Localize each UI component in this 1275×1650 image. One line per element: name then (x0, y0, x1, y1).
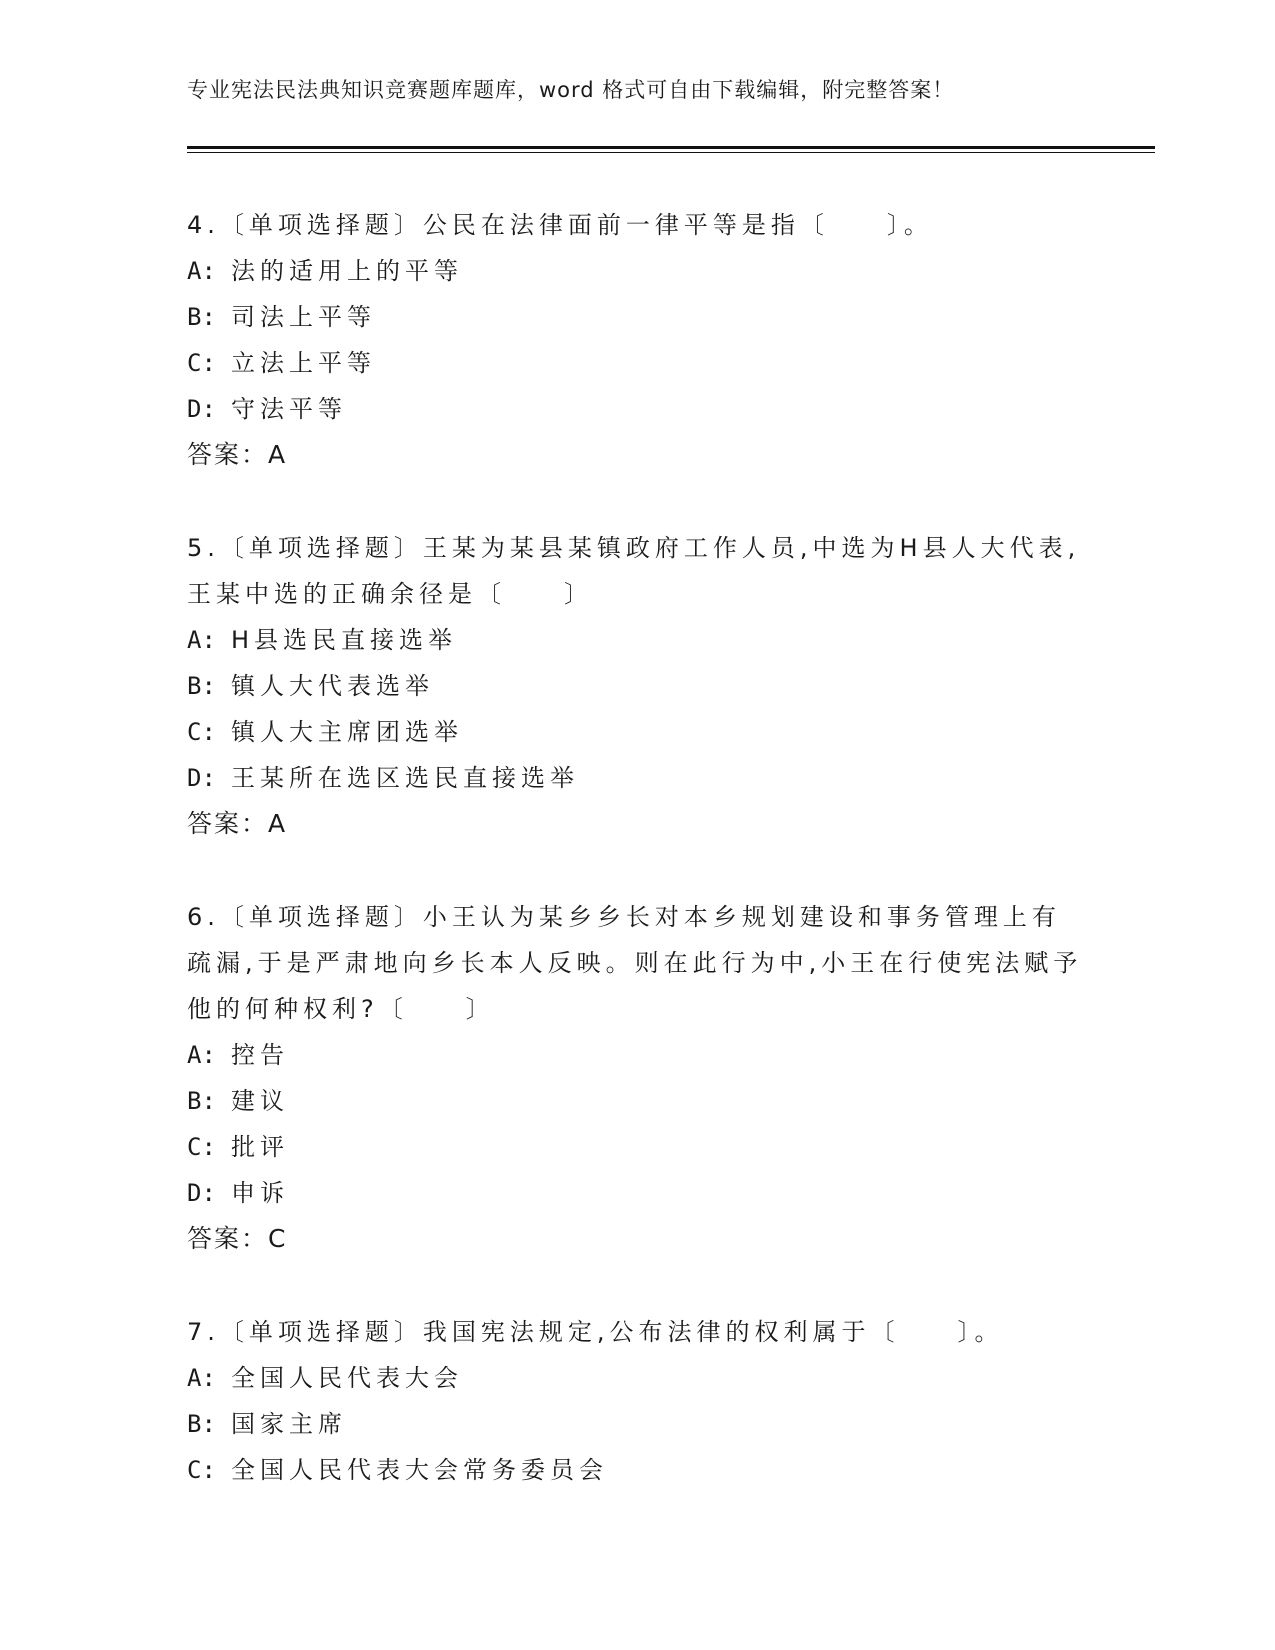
option-c (187, 709, 1087, 755)
option-text: 控告 (231, 1041, 289, 1069)
answer-label: 答案： (187, 809, 269, 838)
answer-line (187, 801, 1087, 847)
option-text: 王某所在选区选民直接选举 (231, 764, 579, 792)
page-header: 专业宪法民法典知识竞赛题库题库，word 格式可自由下载编辑，附完整答案！ (187, 78, 955, 102)
option-text: 申诉 (231, 1179, 289, 1207)
option-text: 法的适用上的平等 (231, 257, 463, 285)
question-stem: 5.〔单项选择题〕王某为某县某镇政府工作人员,中选为H县人大代表,王某中选的正确余径是〔 〕 (187, 534, 1081, 608)
question-stem: 7.〔单项选择题〕我国宪法规定,公布法律的权利属于〔 〕。 (187, 1318, 1004, 1346)
option-letter: A: (187, 626, 216, 654)
option-letter: A: (187, 1364, 216, 1392)
answer-label: 答案： (187, 1224, 269, 1253)
question-stem: 6.〔单项选择题〕小王认为某乡乡长对本乡规划建设和事务管理上有疏漏,于是严肃地向乡长本人反映。则在此行为中,小王在行使宪法赋予他的何种权利?〔 〕 (187, 903, 1083, 1023)
answer-line (187, 432, 1087, 478)
answer-value: A (268, 440, 286, 469)
option-a (187, 1032, 1087, 1078)
option-b (187, 1401, 1087, 1447)
option-c (187, 1447, 1087, 1493)
option-letter: B: (187, 1087, 216, 1115)
answer-line (187, 1216, 1087, 1262)
answer-value: C (268, 1224, 286, 1253)
option-letter: C: (187, 718, 216, 746)
option-text: 全国人民代表大会常务委员会 (231, 1456, 608, 1484)
option-b (187, 1078, 1087, 1124)
option-d (187, 386, 1087, 432)
question-stem: 4.〔单项选择题〕公民在法律面前一律平等是指〔 〕。 (187, 211, 933, 239)
option-b (187, 663, 1087, 709)
question-4 (187, 202, 1087, 478)
option-text: 国家主席 (231, 1410, 347, 1438)
option-text: H县选民直接选举 (231, 626, 458, 654)
option-a (187, 248, 1087, 294)
question-5 (187, 525, 1087, 847)
option-letter: A: (187, 1041, 216, 1069)
option-c (187, 340, 1087, 386)
question-6 (187, 894, 1087, 1262)
option-letter: B: (187, 303, 216, 331)
question-list (187, 202, 1087, 1540)
option-letter: C: (187, 1456, 216, 1484)
option-letter: A: (187, 257, 216, 285)
option-text: 司法上平等 (231, 303, 376, 331)
option-text: 镇人大主席团选举 (231, 718, 463, 746)
answer-value: A (268, 809, 286, 838)
option-a (187, 617, 1087, 663)
option-a (187, 1355, 1087, 1401)
option-letter: D: (187, 1179, 216, 1207)
question-7 (187, 1309, 1087, 1493)
header-rule (187, 146, 1155, 153)
option-letter: D: (187, 395, 216, 423)
option-b (187, 294, 1087, 340)
option-text: 镇人大代表选举 (231, 672, 434, 700)
option-letter: C: (187, 1133, 216, 1161)
answer-label: 答案： (187, 440, 269, 469)
option-text: 全国人民代表大会 (231, 1364, 463, 1392)
option-text: 守法平等 (231, 395, 347, 423)
option-c (187, 1124, 1087, 1170)
option-d (187, 755, 1087, 801)
option-text: 批评 (231, 1133, 289, 1161)
option-letter: D: (187, 764, 216, 792)
option-text: 建议 (231, 1087, 289, 1115)
option-text: 立法上平等 (231, 349, 376, 377)
option-letter: B: (187, 1410, 216, 1438)
option-letter: C: (187, 349, 216, 377)
option-d (187, 1170, 1087, 1216)
option-letter: B: (187, 672, 216, 700)
